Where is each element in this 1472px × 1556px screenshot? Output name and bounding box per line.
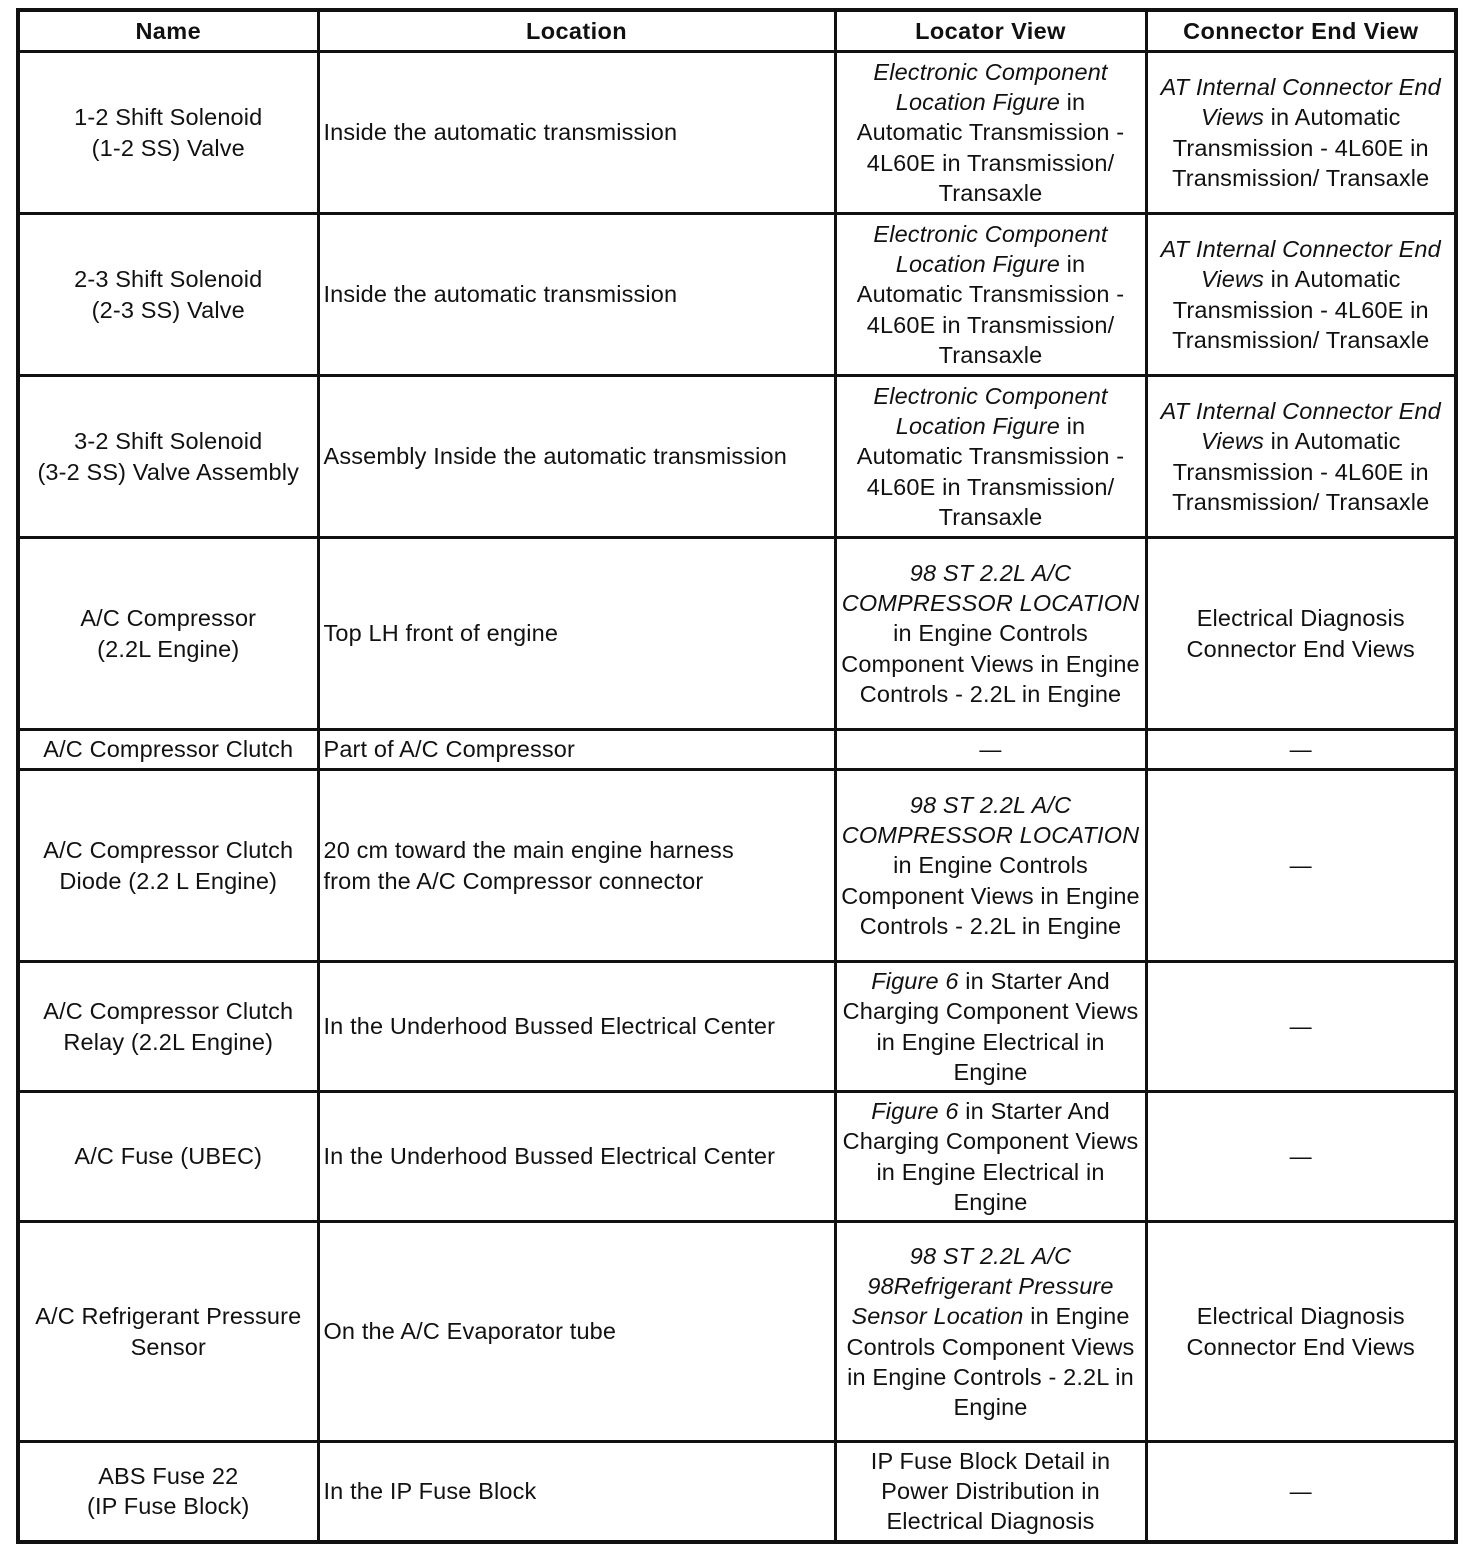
connector-end-view-cell	[1146, 538, 1456, 730]
component-name-line: (IP Fuse Block)	[87, 1493, 250, 1520]
table-row	[18, 1442, 1456, 1542]
location-cell	[318, 376, 835, 538]
locator-view-reference: 98 ST 2.2L A/C COMPRESSOR LOCATION	[841, 791, 1140, 849]
component-name-cell	[18, 214, 318, 376]
locator-view-cell	[835, 1442, 1146, 1542]
table-row	[18, 1222, 1456, 1442]
locator-view-reference: 98 ST 2.2L A/C 98Refrigerant Pressure Sensor Location	[851, 1242, 1114, 1330]
table-row	[18, 1092, 1456, 1222]
locator-view-text: in Engine Controls Component Views in Engine Controls - 2.2L in Engine	[841, 620, 1140, 707]
location-cell	[318, 730, 835, 770]
component-name-line: 2-3 Shift Solenoid	[74, 266, 263, 293]
locator-view-reference: Figure 6	[871, 968, 959, 995]
location-cell	[318, 962, 835, 1092]
location-line: On the A/C Evaporator tube	[323, 1318, 617, 1345]
connector-view-reference: AT Internal Connector End Views	[1160, 74, 1441, 131]
locator-view-cell	[835, 1222, 1146, 1442]
location-line: Inside the automatic transmission	[323, 119, 678, 146]
connector-view-text: in Automatic Transmission - 4L60E in Transmission/ Transaxle	[1172, 428, 1430, 515]
location-line: Assembly Inside the automatic transmission	[323, 443, 787, 470]
location-cell	[318, 214, 835, 376]
header-name: Name	[18, 10, 318, 52]
location-line: Top LH front of engine	[323, 620, 559, 647]
location-line: In the IP Fuse Block	[323, 1478, 537, 1505]
component-name-line: A/C Compressor Clutch	[43, 837, 294, 864]
component-name-cell	[18, 1092, 318, 1222]
connector-view-text: —	[1289, 1143, 1312, 1169]
table-row	[18, 376, 1456, 538]
connector-end-view-cell	[1146, 1222, 1456, 1442]
table-row	[18, 214, 1456, 376]
locator-view-cell	[835, 962, 1146, 1092]
table-row	[18, 52, 1456, 214]
table-row	[18, 770, 1456, 962]
locator-view-text: in Starter And Charging Component Views in Engine Electrical in Engine	[842, 968, 1139, 1085]
locator-view-cell	[835, 538, 1146, 730]
component-name-line: A/C Fuse (UBEC)	[74, 1143, 263, 1170]
component-name-cell	[18, 52, 318, 214]
locator-view-text: in Automatic Transmission - 4L60E in Transmission/ Transaxle	[856, 89, 1125, 206]
locator-view-cell	[835, 52, 1146, 214]
connector-end-view-cell	[1146, 1442, 1456, 1542]
connector-view-text: —	[1289, 1478, 1312, 1504]
locator-view-reference: 98 ST 2.2L A/C COMPRESSOR LOCATION	[841, 559, 1140, 617]
component-name-cell	[18, 730, 318, 770]
locator-view-cell	[835, 376, 1146, 538]
location-cell	[318, 1222, 835, 1442]
header-locator-view: Locator View	[835, 10, 1146, 52]
connector-view-text: Electrical Diagnosis Connector End Views	[1186, 605, 1415, 662]
header-row	[18, 10, 1456, 52]
connector-end-view-cell	[1146, 770, 1456, 962]
locator-view-text: in Engine Controls Component Views in Engine Controls - 2.2L in Engine	[841, 852, 1140, 939]
connector-view-text: Electrical Diagnosis Connector End Views	[1186, 1303, 1415, 1360]
component-name-line: (2.2L Engine)	[97, 635, 240, 662]
locator-view-text: in Starter And Charging Component Views in Engine Electrical in Engine	[842, 1098, 1139, 1215]
location-line: In the Underhood Bussed Electrical Center	[323, 1013, 776, 1040]
component-locator-table	[16, 8, 1458, 1544]
locator-view-text: in Engine Controls Component Views in Engine Controls - 2.2L in Engine	[846, 1303, 1135, 1420]
locator-view-cell	[835, 1092, 1146, 1222]
connector-view-reference: AT Internal Connector End Views	[1160, 398, 1441, 455]
location-cell	[318, 538, 835, 730]
locator-view-reference: Electronic Component Location Figure	[873, 220, 1108, 278]
component-name-line: (1-2 SS) Valve	[91, 134, 245, 161]
locator-view-cell	[835, 730, 1146, 770]
header-connector-end-view: Connector End View	[1146, 10, 1456, 52]
component-name-cell	[18, 1222, 318, 1442]
locator-view-text: in Automatic Transmission - 4L60E in Transmission/ Transaxle	[856, 251, 1125, 368]
connector-end-view-cell	[1146, 52, 1456, 214]
component-name-cell	[18, 1442, 318, 1542]
connector-view-reference: AT Internal Connector End Views	[1160, 236, 1441, 293]
locator-view-text: IP Fuse Block Detail in Power Distribution in Electrical Diagnosis	[870, 1447, 1111, 1535]
component-name-line: A/C Compressor Clutch	[43, 998, 294, 1025]
component-name-cell	[18, 962, 318, 1092]
component-name-line: Diode (2.2 L Engine)	[59, 867, 278, 894]
component-name-line: ABS Fuse 22	[98, 1463, 239, 1490]
location-line: In the Underhood Bussed Electrical Center	[323, 1143, 776, 1170]
locator-view-reference: Electronic Component Location Figure	[873, 58, 1108, 116]
location-line: Inside the automatic transmission	[323, 281, 678, 308]
header-location: Location	[318, 10, 835, 52]
location-line: 20 cm toward the main engine harness	[323, 837, 734, 864]
component-name-line: (2-3 SS) Valve	[91, 296, 245, 323]
table-row	[18, 962, 1456, 1092]
connector-view-text: —	[1289, 1013, 1312, 1039]
connector-end-view-cell	[1146, 730, 1456, 770]
component-name-line: A/C Compressor	[80, 605, 257, 632]
locator-view-reference: Electronic Component Location Figure	[873, 382, 1108, 440]
location-cell	[318, 1442, 835, 1542]
connector-end-view-cell	[1146, 962, 1456, 1092]
location-line: Part of A/C Compressor	[323, 736, 575, 763]
component-name-line: Sensor	[130, 1333, 206, 1360]
connector-end-view-cell	[1146, 214, 1456, 376]
table-row	[18, 730, 1456, 770]
locator-view-text: —	[979, 736, 1002, 762]
component-name-line: 3-2 Shift Solenoid	[74, 428, 263, 455]
component-name-line: A/C Compressor Clutch	[43, 736, 294, 763]
locator-view-reference: Figure 6	[871, 1098, 959, 1125]
component-name-cell	[18, 376, 318, 538]
locator-view-cell	[835, 770, 1146, 962]
component-name-line: Relay (2.2L Engine)	[63, 1028, 274, 1055]
connector-end-view-cell	[1146, 376, 1456, 538]
location-cell	[318, 52, 835, 214]
connector-view-text: in Automatic Transmission - 4L60E in Transmission/ Transaxle	[1172, 266, 1430, 353]
component-name-line: 1-2 Shift Solenoid	[74, 104, 263, 131]
connector-view-text: —	[1289, 736, 1312, 762]
locator-view-text: in Automatic Transmission - 4L60E in Transmission/ Transaxle	[856, 413, 1125, 530]
location-line: from the A/C Compressor connector	[323, 867, 704, 894]
location-cell	[318, 1092, 835, 1222]
table-row	[18, 538, 1456, 730]
component-name-line: A/C Refrigerant Pressure	[35, 1303, 302, 1330]
component-name-line: (3-2 SS) Valve Assembly	[37, 458, 300, 485]
location-cell	[318, 770, 835, 962]
connector-view-text: —	[1289, 852, 1312, 878]
connector-end-view-cell	[1146, 1092, 1456, 1222]
locator-view-cell	[835, 214, 1146, 376]
component-name-cell	[18, 538, 318, 730]
connector-view-text: in Automatic Transmission - 4L60E in Transmission/ Transaxle	[1172, 104, 1430, 191]
component-name-cell	[18, 770, 318, 962]
